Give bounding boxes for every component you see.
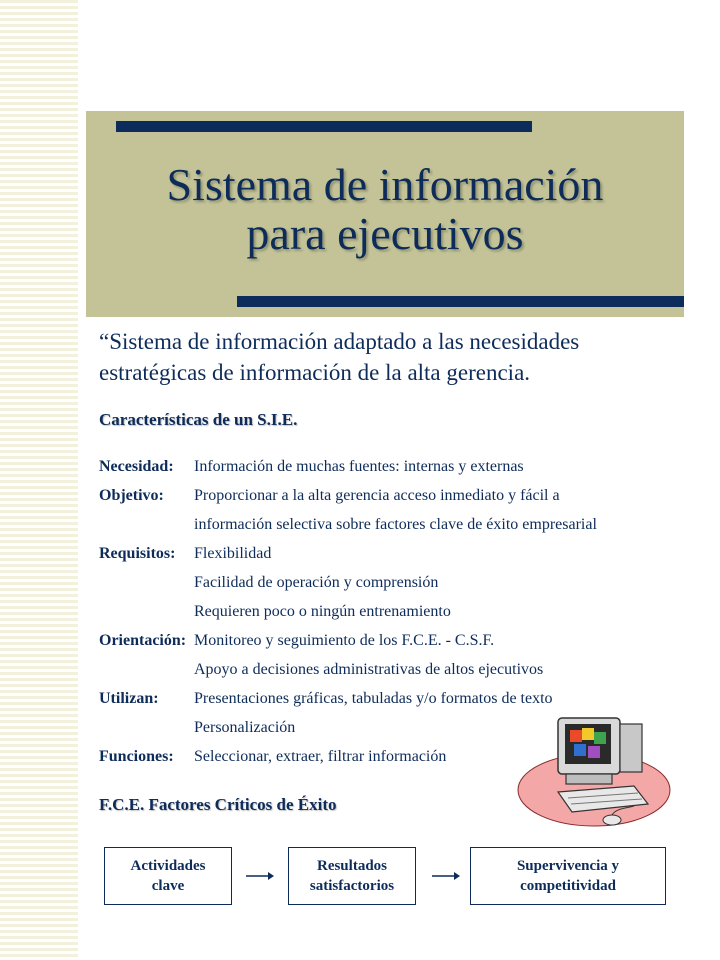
feature-label: Necesidad: (99, 458, 174, 475)
feature-row (99, 452, 699, 481)
feature-label: Funciones: (99, 748, 174, 765)
feature-value: Flexibilidad (194, 545, 272, 562)
feature-row (99, 655, 699, 684)
feature-value: Facilidad de operación y comprensión (194, 574, 439, 591)
fce-box-resultados (288, 847, 416, 905)
fce-box-line2: competitividad (520, 878, 616, 894)
feature-label (99, 597, 194, 626)
fce-box-line1: Actividades (130, 858, 206, 874)
fce-box-line2: satisfactorios (309, 878, 395, 894)
fce-box-line2: clave (151, 878, 185, 894)
slide-title-line1: Sistema de información (166, 159, 604, 210)
fce-box-supervivencia (470, 847, 666, 905)
fce-box-actividades (104, 847, 232, 905)
feature-value: Monitoreo y seguimiento de los F.C.E. - C.S.F. (194, 632, 495, 649)
feature-value: Presentaciones gráficas, tabuladas y/o formatos de texto (194, 690, 553, 707)
fce-box-line1: Resultados (316, 858, 387, 874)
quote-line1: “Sistema de información adaptado a las necesidades (99, 329, 580, 354)
feature-value: Información de muchas fuentes: internas y externas (194, 458, 524, 475)
title-accent-bar-top (116, 121, 532, 132)
feature-row (99, 597, 699, 626)
feature-row (99, 626, 699, 655)
decorative-stripes (0, 0, 78, 960)
feature-row (99, 481, 699, 510)
feature-value: Seleccionar, extraer, filtrar información (194, 748, 447, 765)
feature-value: Apoyo a decisiones administrativas de altos ejecutivos (194, 661, 544, 678)
feature-value: Requieren poco o ningún entrenamiento (194, 603, 451, 620)
arrow-right-icon (430, 866, 460, 886)
feature-value: Proporcionar a la alta gerencia acceso inmediato y fácil a (194, 487, 560, 504)
quote-line2: estratégicas de información de la alta gerencia. (99, 360, 531, 385)
feature-label (99, 655, 194, 684)
feature-row (99, 510, 699, 539)
definition-quote (99, 326, 689, 388)
characteristics-heading: Características de un S.I.E. (99, 410, 298, 429)
feature-row (99, 539, 699, 568)
fce-box-line1: Supervivencia y (516, 858, 620, 874)
slide-title (86, 160, 684, 258)
feature-label: Utilizan: (99, 690, 159, 707)
feature-label (99, 510, 194, 539)
feature-label: Objetivo: (99, 487, 164, 504)
feature-label: Orientación: (99, 632, 187, 649)
feature-value: Personalización (194, 719, 296, 736)
feature-label: Requisitos: (99, 545, 176, 562)
fce-heading: F.C.E. Factores Críticos de Éxito (99, 795, 337, 814)
slide-title-line2: para ejecutivos (246, 208, 524, 259)
feature-row (99, 568, 699, 597)
arrow-right-icon (244, 866, 274, 886)
feature-value: información selectiva sobre factores clave de éxito empresarial (194, 516, 597, 533)
title-accent-bar-bottom (237, 296, 684, 307)
feature-label (99, 713, 194, 742)
feature-label (99, 568, 194, 597)
computer-clipart-icon (516, 708, 676, 830)
